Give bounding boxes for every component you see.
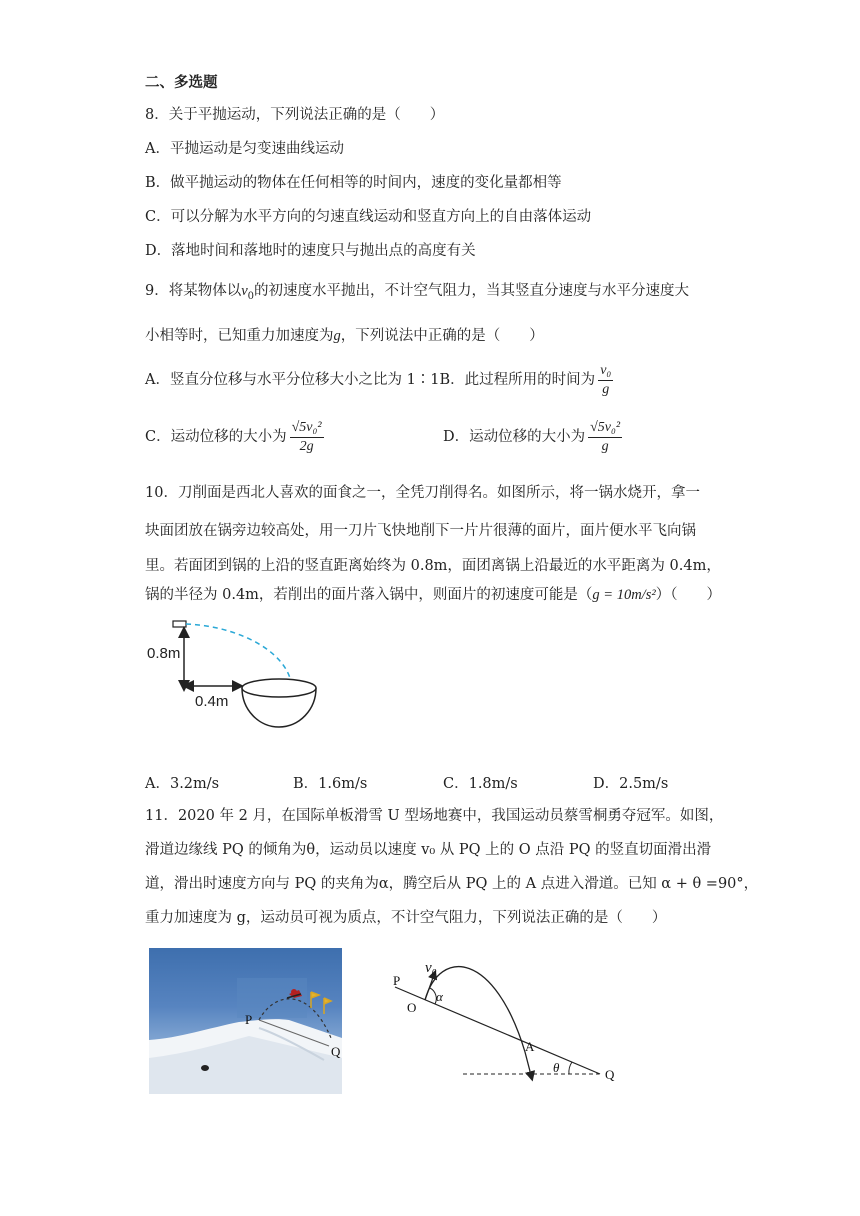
q11-line1: 11．2020 年 2 月，在国际单板滑雪 U 型场地赛中，我国运动员蔡雪桐勇夺冠军。如图， (145, 808, 724, 824)
q9-option-d: D．运动位移的大小为 $\frac{\text{√5v₀²}}{g}$ (443, 419, 621, 454)
q10-gravity: g = 10m/s² (592, 587, 656, 603)
q10-option-a: A．3.2m/s (145, 776, 220, 792)
q9-d-fraction: $\frac{\text{√5v₀²}}{g}$ (590, 419, 621, 454)
q9-option-c: C．运动位移的大小为 $\frac{\text{√5v₀²}}{2g}$ (145, 419, 322, 454)
diagram-label-alpha: α (436, 989, 443, 1004)
q10-line4: 锅的半径为 0.4m，若削出的面片落入锅中，则面片的初速度可能是（g = 10m/s²）（ ） (145, 587, 721, 603)
height-label: 0.8m (147, 645, 181, 662)
q8-option-d: D．落地时间和落地时的速度只与抛出点的高度有关 (145, 243, 476, 259)
q11-line4: 重力加速度为 g，运动员可视为质点，不计空气阻力，下列说法正确的是（ ） (145, 910, 667, 926)
q10-diagram (140, 612, 340, 730)
diagram-label-q: Q (605, 1067, 615, 1082)
slope-line-pq (395, 987, 600, 1074)
pot-rim (242, 679, 316, 697)
q8-option-c: C．可以分解为水平方向的匀速直线运动和竖直方向上的自由落体运动 (145, 209, 592, 225)
diagram-label-theta: θ (553, 1060, 560, 1075)
q9-stem-line2: 小相等时，已知重力加速度为g，下列说法中正确的是（ ） (145, 328, 544, 344)
diagram-label-o: O (407, 1000, 417, 1015)
q10-option-d: D．2.5m/s (593, 776, 669, 792)
q10-line3: 里。若面团到锅的上沿的竖直距离始终为 0.8m，面团离锅上沿最近的水平距离为 0.4m， (145, 558, 721, 574)
q11-line3: 道，滑出时速度方向与 PQ 的夹角为α，腾空后从 PQ 上的 A 点进入滑道。已知 α + θ =90°， (145, 876, 759, 892)
q10-line2: 块面团放在锅旁边较高处，用一刀片飞快地削下一片片很薄的面片，面片便水平飞向锅 (145, 523, 696, 539)
diagram-label-p: P (393, 973, 401, 988)
q8-option-a: A．平抛运动是匀变速曲线运动 (145, 141, 344, 157)
q8-option-b: B．做平抛运动的物体在任何相等的时间内，速度的变化量都相等 (145, 175, 562, 191)
diagram-label-v0: v₀ (425, 960, 437, 976)
q9-stem-line1: 9．将某物体以$v_0$的初速度水平抛出，不计空气阻力，当其竖直分速度与水平分速度大 (145, 283, 690, 302)
distance-label: 0.4m (195, 693, 229, 710)
q10-option-c: C．1.8m/s (443, 776, 518, 792)
q8-stem: 8．关于平抛运动，下列说法正确的是（ ） (145, 107, 445, 123)
photo-label-p: P (245, 1012, 253, 1027)
q9-ab-fraction: $\frac{\text{v₀}}{g}$ (600, 362, 612, 397)
q9-options-ab: A．竖直分位移与水平分位移大小之比为 1∶1B．此过程所用的时间为 $\frac{\text{v₀}}{g}$ (145, 362, 612, 397)
trajectory-path (186, 624, 290, 678)
diagram-label-a: A (525, 1039, 535, 1054)
q9-c-fraction: $\frac{\text{√5v₀²}}{2g}$ (291, 419, 322, 454)
q11-diagram (385, 952, 630, 1092)
section-title: 二、多选题 (145, 75, 218, 91)
q9-v0: v (241, 283, 248, 299)
dough-block (173, 621, 186, 627)
q11-line2: 滑道边缘线 PQ 的倾角为θ，运动员以速度 v₀ 从 PQ 上的 O 点沿 PQ 的竖直切面滑出滑 (145, 842, 712, 858)
snowboard-photo (149, 948, 342, 1094)
photo-label-q: Q (331, 1044, 341, 1059)
q10-line1: 10．刀削面是西北人喜欢的面食之一，全凭刀削得名。如图所示，将一锅水烧开，拿一 (145, 485, 700, 501)
q10-option-b: B．1.6m/s (293, 776, 368, 792)
